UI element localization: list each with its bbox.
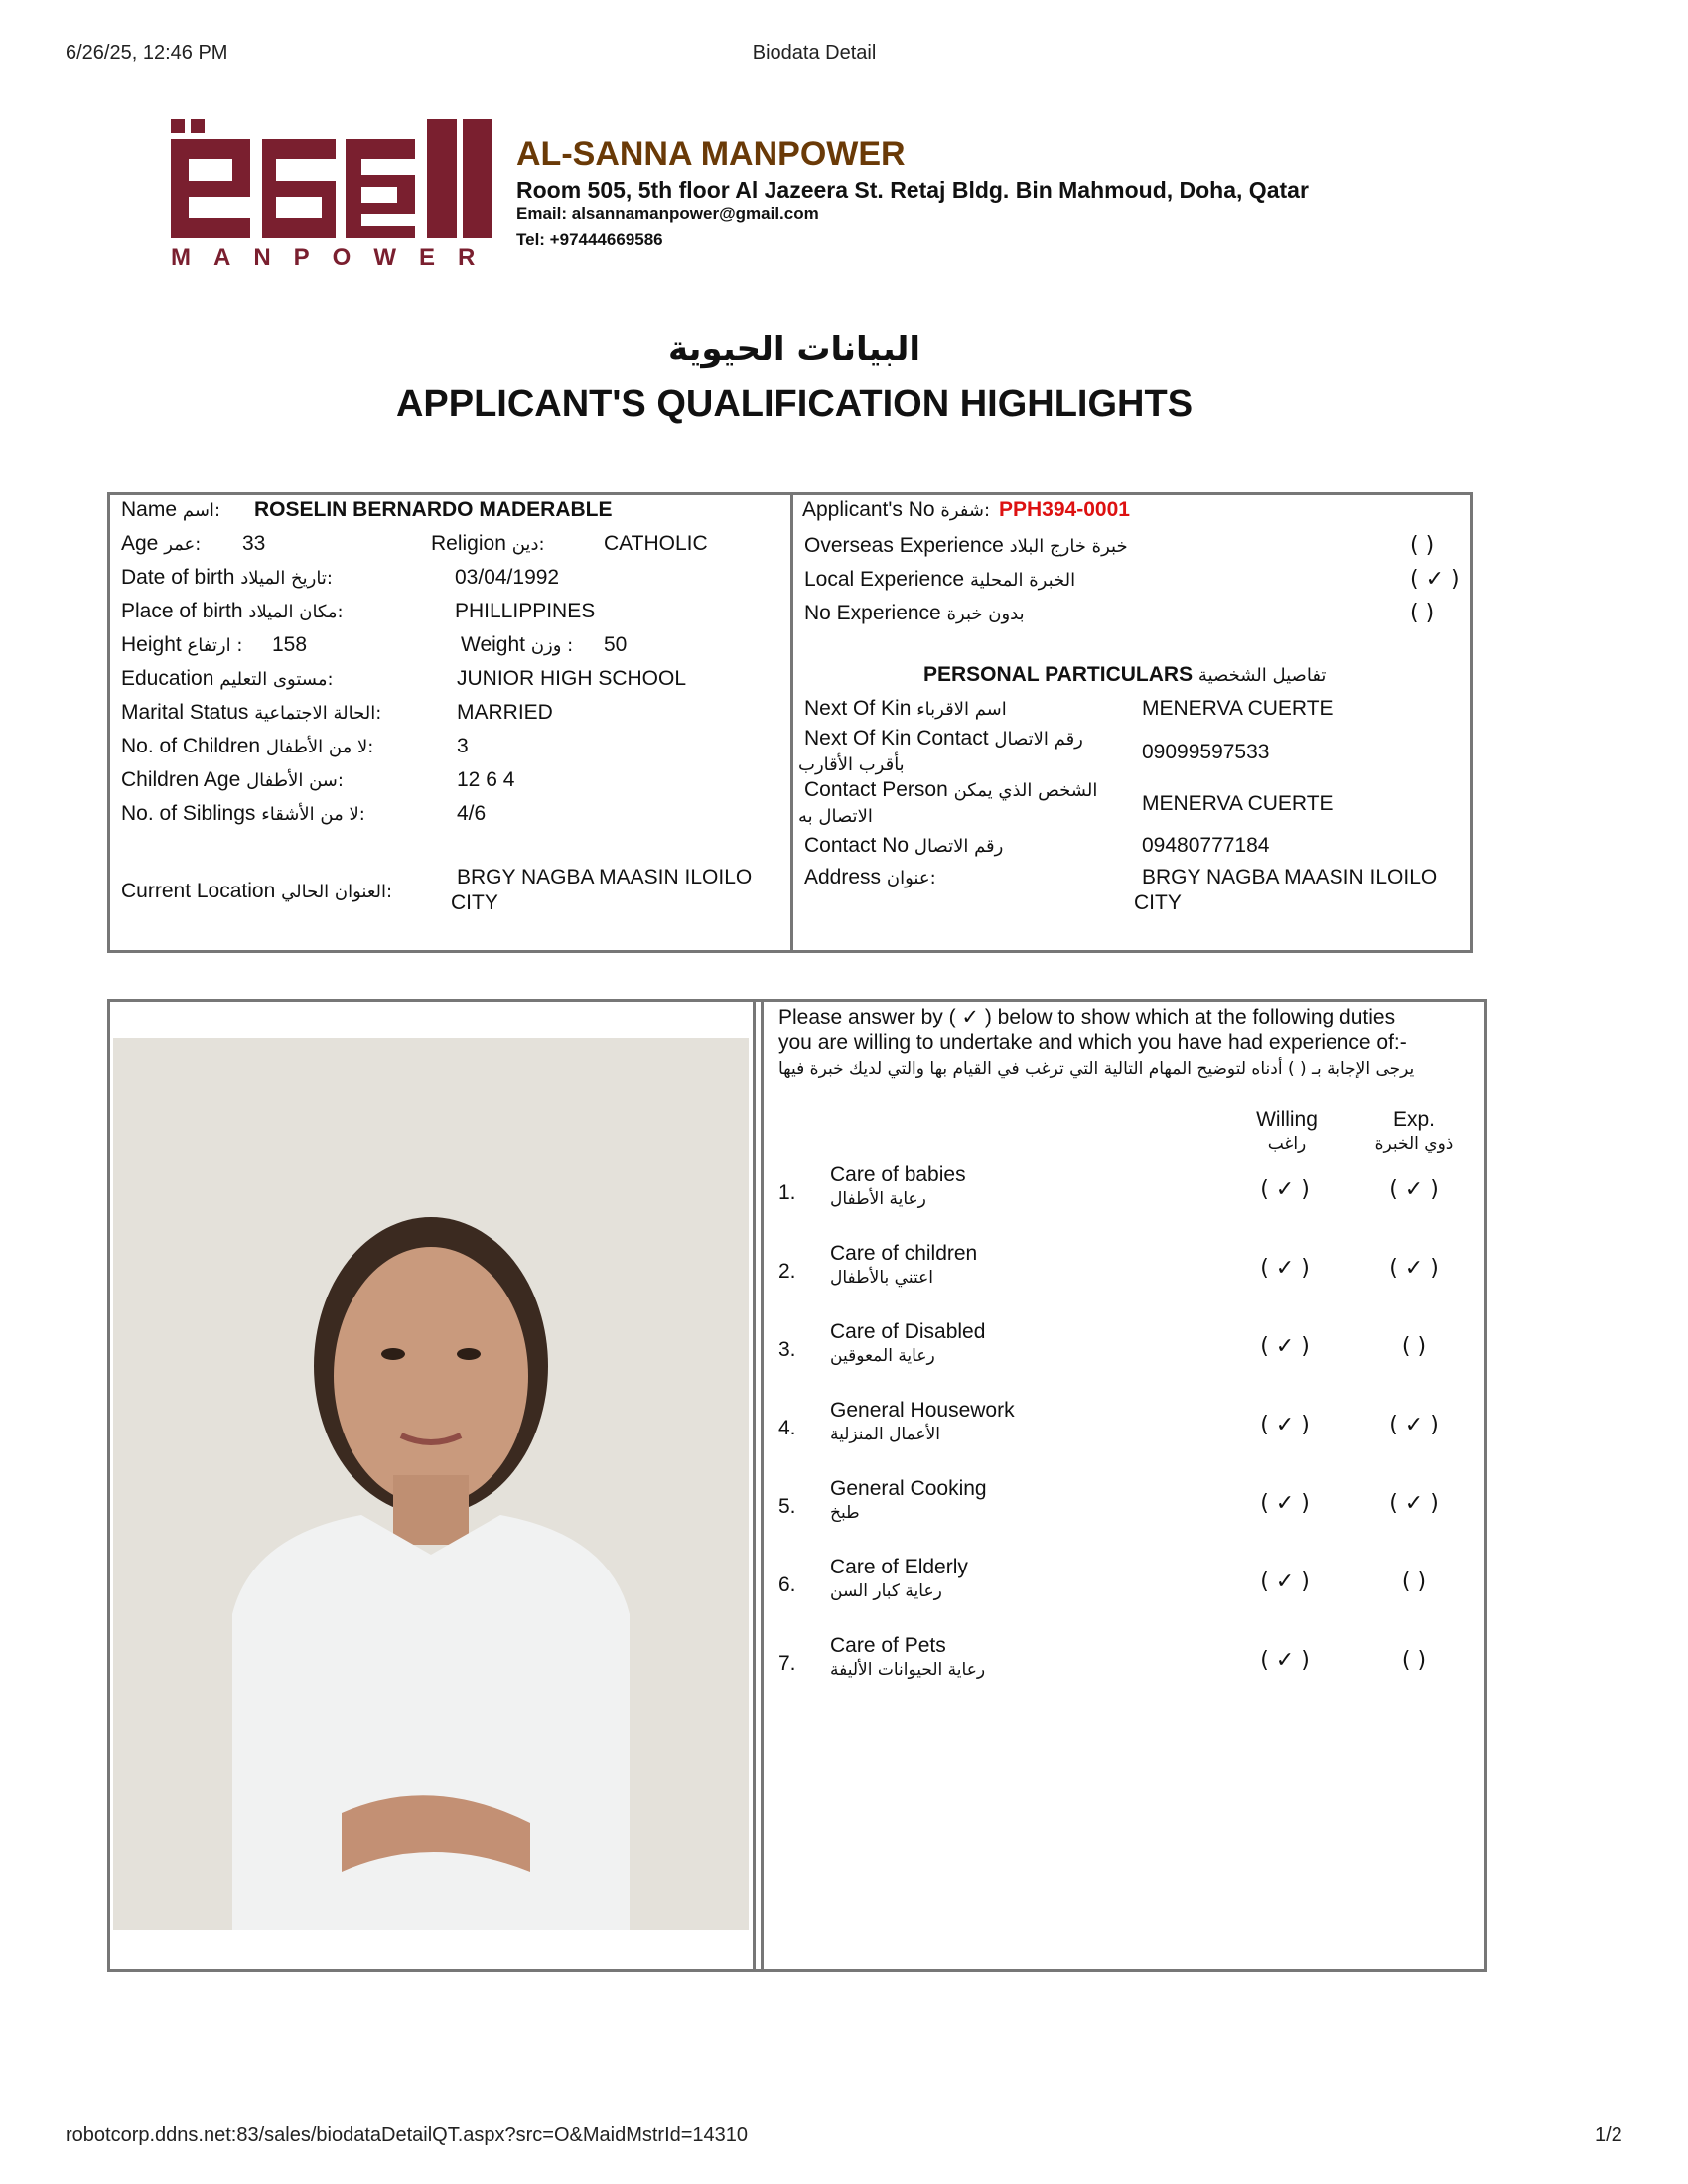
applicant-name: ROSELIN BERNARDO MADERABLE [254,498,613,521]
applicant-no-value: PPH394-0001 [999,498,1130,521]
duty-willing-mark: ( ✓ ) [1260,1256,1310,1281]
duty-row [778,1556,1464,1625]
contact-no-label: Contact No رقم الاتصال [804,834,1004,857]
pob-label: Place of birth مكان الميلاد: [121,600,344,622]
name-label: Name اسم: [121,498,221,521]
duty-label: Care of Pets [830,1634,946,1657]
no-exp-mark: ( ) [1410,601,1435,625]
height-label: Height ارتفاع : [121,633,243,656]
religion-value: CATHOLIC [604,532,708,555]
duty-number: 4. [778,1417,796,1439]
duty-row [778,1477,1464,1547]
contact-no-value: 09480777184 [1142,834,1270,857]
location-value-line2: CITY [451,891,498,914]
marital-label: Marital Status الحالة الاجتماعية: [121,701,382,724]
duty-row [778,1634,1464,1704]
duty-label: Care of babies [830,1163,966,1186]
duty-row [778,1320,1464,1390]
duty-experience-mark: ( ) [1401,1648,1427,1673]
duty-label: General Cooking [830,1477,987,1500]
duty-label: Care of Elderly [830,1556,968,1578]
local-exp-mark: ( ✓ ) [1410,567,1460,592]
duty-willing-mark: ( ✓ ) [1260,1413,1310,1437]
pob-value: PHILLIPPINES [455,600,596,622]
duty-label-arabic: الأعمال المنزلية [830,1425,940,1444]
address-label: Address عنوان: [804,866,936,888]
company-address: Room 505, 5th floor Al Jazeera St. Retaj Bldg. Bin Mahmoud, Doha, Qatar [516,177,1309,203]
experience-column-header: Exp. ذوي الخبرة [1374,1108,1454,1154]
duties-instruction-line1: Please answer by ( ✓ ) below to show which at the following duties [778,1006,1396,1028]
local-exp-label: Local Experience الخبرة المحلية [804,568,1076,591]
duty-experience-mark: ( ) [1401,1570,1427,1594]
contact-person-label-ar: الاتصال به [798,806,873,827]
dob-value: 03/04/1992 [455,566,560,589]
duties-instruction-arabic: يرجى الإجابة بـ ( ) أدناه لتوضيح المهام التالية التي ترغب في القيام بها والتي لديك خبرة فيها [778,1059,1415,1079]
address-value-line2: CITY [1134,891,1182,914]
company-email: Email: alsannamanpower@gmail.com [516,205,819,223]
personal-particulars-heading: PERSONAL PARTICULARS تفاصيل الشخصية [923,663,1327,686]
info-table-divider [790,492,793,953]
dob-label: Date of birth تاريخ الميلاد: [121,566,333,589]
location-label: Current Location العنوان الحالي: [121,880,393,902]
duty-number: 3. [778,1338,796,1361]
weight-label: Weight وزن : [461,633,574,656]
duty-label-arabic: رعاية المعوقين [830,1346,935,1366]
duty-number: 2. [778,1260,796,1283]
duty-number: 1. [778,1181,796,1204]
duty-willing-mark: ( ✓ ) [1260,1570,1310,1594]
duties-divider-inner [761,999,764,1972]
weight-value: 50 [604,633,628,656]
duty-row [778,1399,1464,1468]
duty-willing-mark: ( ✓ ) [1260,1648,1310,1673]
marital-value: MARRIED [457,701,553,724]
duty-experience-mark: ( ✓ ) [1389,1491,1439,1516]
location-value-line1: BRGY NAGBA MAASIN ILOILO [457,866,753,888]
next-of-kin-contact-value: 09099597533 [1142,741,1270,763]
duty-willing-mark: ( ✓ ) [1260,1334,1310,1359]
duty-row [778,1242,1464,1311]
duty-label-arabic: اعتني بالأطفال [830,1268,933,1288]
title-arabic: البيانات الحيوية [668,330,920,369]
print-datetime: 6/26/25, 12:46 PM [66,42,228,64]
next-of-kin-contact-label-ar: بأقرب الأقارب [798,754,905,775]
duty-experience-mark: ( ✓ ) [1389,1177,1439,1202]
education-value: JUNIOR HIGH SCHOOL [457,667,687,690]
education-label: Education مستوى التعليم: [121,667,334,690]
company-logo [167,113,498,272]
duty-label-arabic: طبخ [830,1503,860,1523]
duty-label-arabic: رعاية الحيوانات الأليفة [830,1660,986,1680]
company-tel: Tel: +97444669586 [516,230,663,249]
duty-number: 7. [778,1652,796,1675]
duties-instruction-line2: you are willing to undertake and which you have had experience of:- [778,1031,1407,1054]
duty-label: General Housework [830,1399,1015,1422]
contact-person-label: Contact Person الشخص الذي يمكن [804,778,1098,801]
age-value: 33 [242,532,266,555]
children-label: No. of Children لا من الأطفال: [121,735,374,757]
applicant-photo [113,1038,749,1930]
address-value-line1: BRGY NAGBA MAASIN ILOILO [1142,866,1438,888]
willing-column-header: Willing راغب [1256,1108,1318,1154]
duty-label-arabic: رعاية الأطفال [830,1189,926,1209]
duty-willing-mark: ( ✓ ) [1260,1491,1310,1516]
duty-label: Care of children [830,1242,978,1265]
duty-label: Care of Disabled [830,1320,986,1343]
children-value: 3 [457,735,469,757]
height-value: 158 [272,633,308,656]
duty-willing-mark: ( ✓ ) [1260,1177,1310,1202]
no-exp-label: No Experience بدون خبرة [804,602,1025,624]
duty-label-arabic: رعاية كبار السن [830,1581,942,1601]
children-age-label: Children Age سن الأطفال: [121,768,344,791]
contact-person-value: MENERVA CUERTE [1142,792,1334,815]
children-age-value: 12 6 4 [457,768,515,791]
religion-label: Religion دين: [431,532,545,555]
company-name: AL-SANNA MANPOWER [516,135,906,173]
footer-url: robotcorp.ddns.net:83/sales/biodataDetailQT.aspx?src=O&MaidMstrId=14310 [66,2124,749,2146]
duty-experience-mark: ( ✓ ) [1389,1256,1439,1281]
duty-row [778,1163,1464,1233]
next-of-kin-value: MENERVA CUERTE [1142,697,1334,720]
next-of-kin-contact-label: Next Of Kin Contact رقم الاتصال [804,727,1083,750]
duty-experience-mark: ( ✓ ) [1389,1413,1439,1437]
duty-number: 6. [778,1573,796,1596]
logo-wordmark: MANPOWER [171,244,498,271]
overseas-exp-mark: ( ) [1410,533,1435,558]
print-title: Biodata Detail [752,42,877,64]
page-title: APPLICANT'S QUALIFICATION HIGHLIGHTS [395,383,1194,425]
siblings-value: 4/6 [457,802,487,825]
overseas-exp-label: Overseas Experience خبرة خارج البلاد [804,534,1128,557]
duties-instructions [778,1005,1464,1082]
footer-page-number: 1/2 [1595,2124,1622,2146]
siblings-label: No. of Siblings لا من الأشقاء: [121,802,365,825]
next-of-kin-label: Next Of Kin اسم الاقرباء [804,697,1007,720]
duties-divider [753,999,756,1972]
applicant-no-label: Applicant's No شفرة: [802,498,991,521]
duty-experience-mark: ( ) [1401,1334,1427,1359]
age-label: Age عمر: [121,532,202,555]
duty-number: 5. [778,1495,796,1518]
